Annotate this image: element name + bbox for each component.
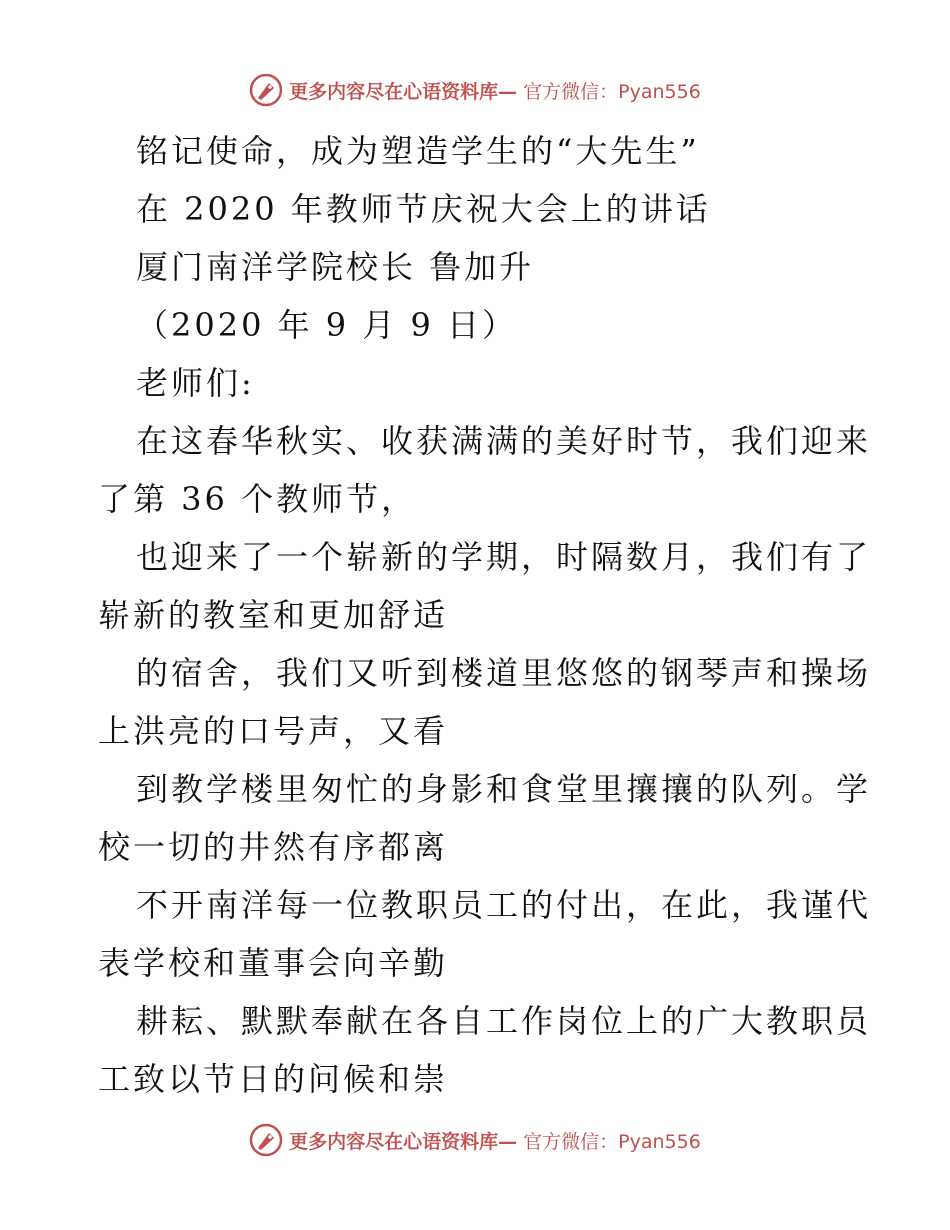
document-line: 表学校和董事会向辛勤 bbox=[98, 944, 449, 982]
footer-watermark bbox=[0, 1120, 950, 1160]
watermark-brand-text: 更多内容尽在心语资料库— bbox=[289, 1130, 518, 1153]
document-line: 到教学楼里匆忙的身影和食堂里攘攘的队列。学 bbox=[136, 770, 872, 808]
pen-nib-logo-icon bbox=[249, 73, 283, 107]
document-line: 在 2020 年教师节庆祝大会上的讲话 bbox=[136, 190, 711, 228]
document-line: 耕耘、默默奉献在各自工作岗位上的广大教职员 bbox=[136, 1002, 872, 1040]
document-line: 厦门南洋学院校长 鲁加升 bbox=[136, 248, 535, 286]
watermark-contact-text: 官方微信：Pyan556 bbox=[523, 1130, 701, 1153]
document-line: 工致以节日的问候和崇 bbox=[98, 1060, 449, 1098]
watermark-contact-text: 官方微信：Pyan556 bbox=[523, 80, 701, 103]
document-line: 崭新的教室和更加舒适 bbox=[98, 596, 449, 634]
document-line: 不开南洋每一位教职员工的付出，在此，我谨代 bbox=[136, 886, 872, 924]
document-line: 老师们: bbox=[136, 364, 255, 402]
pen-nib-logo-icon bbox=[249, 1123, 283, 1157]
document-line: 在这春华秋实、收获满满的美好时节，我们迎来 bbox=[136, 422, 872, 460]
watermark-brand-text: 更多内容尽在心语资料库— bbox=[289, 80, 518, 103]
document-line: 铭记使命，成为塑造学生的“大先生” bbox=[136, 132, 700, 170]
document-line: （2020 年 9 月 9 日） bbox=[136, 306, 518, 344]
document-body bbox=[98, 122, 872, 1108]
document-line: 校一切的井然有序都离 bbox=[98, 828, 449, 866]
document-line: 了第 36 个教师节， bbox=[98, 480, 417, 518]
header-watermark bbox=[0, 70, 950, 110]
document-line: 也迎来了一个崭新的学期，时隔数月，我们有了 bbox=[136, 538, 872, 576]
document-line: 的宿舍，我们又听到楼道里悠悠的钢琴声和操场 bbox=[136, 654, 872, 692]
document-line: 上洪亮的口号声，又看 bbox=[98, 712, 449, 750]
